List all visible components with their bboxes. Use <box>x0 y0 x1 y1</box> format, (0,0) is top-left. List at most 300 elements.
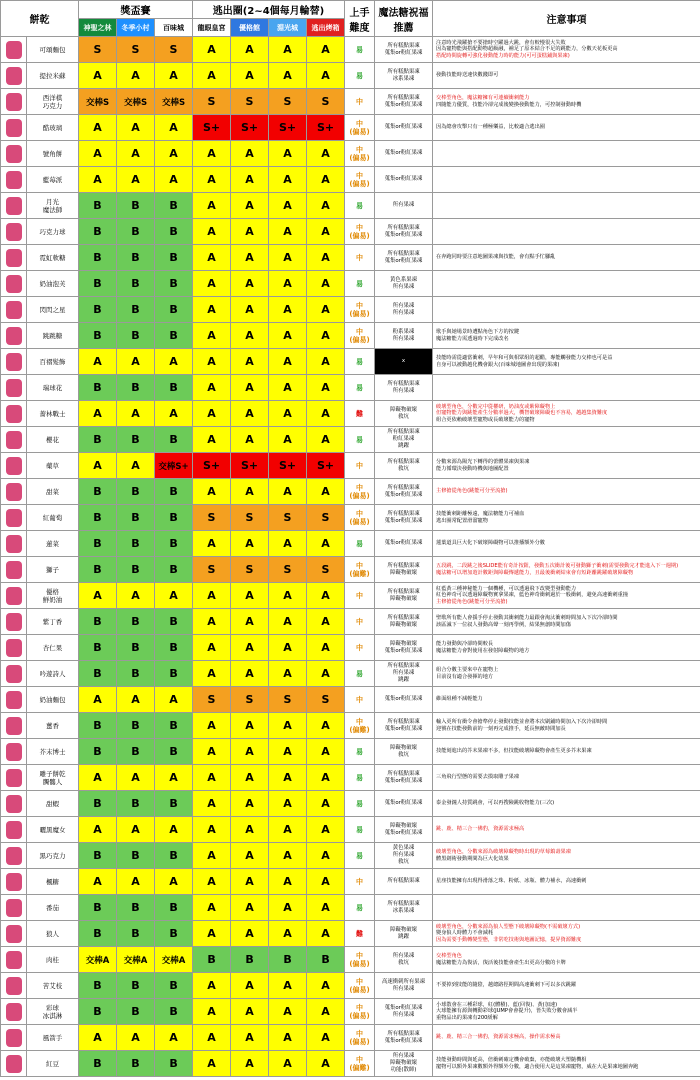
rank-cell: B <box>79 557 117 583</box>
header-award-match: 獎盃賽 <box>79 1 193 19</box>
rank-cell: A <box>307 1051 345 1077</box>
rank-cell: A <box>117 765 155 791</box>
difficulty-cell: 易 <box>345 531 375 557</box>
notes-cell <box>433 765 700 791</box>
rank-cell: A <box>117 869 155 895</box>
rank-cell: A <box>231 739 269 765</box>
cookie-name: 百褶髮飾 <box>27 349 79 375</box>
notes-cell <box>433 973 700 999</box>
rank-cell: A <box>231 973 269 999</box>
rank-cell: A <box>155 141 193 167</box>
cookie-avatar <box>6 925 22 943</box>
rank-cell: A <box>155 583 193 609</box>
difficulty-cell: 易 <box>345 271 375 297</box>
candy-cell: 所有糕點果凍 蒐集or粉紅果凍 <box>375 713 433 739</box>
rank-cell: A <box>193 63 231 89</box>
candy-cell: 障礙物破壞 蒐集or粉紅果凍 <box>375 635 433 661</box>
cookie-avatar <box>6 639 22 657</box>
notes-cell <box>433 947 700 973</box>
notes-cell <box>433 479 700 505</box>
rank-cell: A <box>307 193 345 219</box>
rank-cell: B <box>155 661 193 687</box>
cookie-avatar <box>6 613 22 631</box>
rank-cell: A <box>193 349 231 375</box>
rank-cell: A <box>79 817 117 843</box>
cookie-name: 酷玻璃 <box>27 115 79 141</box>
cookie-avatar <box>6 67 22 85</box>
rank-cell: B <box>79 921 117 947</box>
cookie-name: 薔林戰士 <box>27 401 79 427</box>
cookie-avatar-cell <box>1 349 27 375</box>
difficulty-cell: 中 (偏易) <box>345 115 375 141</box>
difficulty-cell: 中 (偏易) <box>345 323 375 349</box>
difficulty-cell: 中 (偏易) <box>345 973 375 999</box>
rank-cell: B <box>79 297 117 323</box>
cookie-row <box>1 895 700 921</box>
notes-cell <box>433 375 700 401</box>
candy-cell: 所有糕點果凍 冰系果凍 <box>375 895 433 921</box>
rank-cell: B <box>117 297 155 323</box>
note-line: 紅色神奇可以透過障礙物實拿果凍，藍色神奇衝刺過於一般衝刺，避免高速衝刺重撞 <box>436 592 628 599</box>
rank-cell: A <box>231 531 269 557</box>
rank-cell: B <box>155 609 193 635</box>
rank-cell: A <box>307 37 345 63</box>
cookie-avatar-cell <box>1 557 27 583</box>
rank-cell: A <box>307 141 345 167</box>
candy-cell: 所有糕點果凍 蒐集or粉紅果凍 <box>375 245 433 271</box>
note-line: 該區滅下一位叙人發動高聲一刻再學例，結果無創時間加傷 <box>436 621 571 628</box>
note-line: 目前沒有適合發揮的地方 <box>436 673 494 680</box>
difficulty-cell: 中 (偏易) <box>345 1025 375 1051</box>
rank-cell: B <box>269 947 307 973</box>
notes-cell <box>433 89 700 115</box>
cookie-avatar <box>6 743 22 761</box>
note-line: 大球能擁有源與轉動彩球(JUMP會會提升)，皆失敗分數會減半 <box>436 1008 578 1015</box>
rank-cell: B <box>155 245 193 271</box>
notes-cell <box>433 1025 700 1051</box>
cookie-row <box>1 791 700 817</box>
cookie-avatar-cell <box>1 453 27 479</box>
note-line: 自身可以被動越化機會跟大(百味城地圖會出現的果凍) <box>436 361 560 368</box>
cookie-avatar-cell <box>1 297 27 323</box>
candy-cell: 黃色果凍 所有果凍 救坑 <box>375 843 433 869</box>
difficulty-cell: 中 <box>345 453 375 479</box>
rank-cell: S <box>193 89 231 115</box>
difficulty-cell: 易 <box>345 375 375 401</box>
header-notes: 注意事項 <box>433 1 700 37</box>
notes-cell <box>433 713 700 739</box>
cookie-row <box>1 531 700 557</box>
cookie-name: 紫丁香 <box>27 609 79 635</box>
notes-cell <box>433 323 700 349</box>
cookie-avatar-cell <box>1 271 27 297</box>
rank-cell: B <box>117 661 155 687</box>
rank-cell: B <box>79 427 117 453</box>
rank-cell: A <box>193 635 231 661</box>
rank-cell: B <box>79 999 117 1025</box>
rank-cell: 交棒A <box>155 947 193 973</box>
cookie-name: 甜菜 <box>27 479 79 505</box>
cookie-avatar-cell <box>1 479 27 505</box>
candy-cell: 障礙物破壞 救坑 <box>375 401 433 427</box>
cookie-row <box>1 921 700 947</box>
rank-cell: B <box>79 713 117 739</box>
rank-cell: A <box>269 375 307 401</box>
cookie-name: 曬黑魔女 <box>27 817 79 843</box>
rank-cell: A <box>231 817 269 843</box>
rank-cell: S <box>307 557 345 583</box>
note-line: 跳、鹿、精三合一佛豹，資源需求極高 <box>436 826 525 833</box>
rank-cell: A <box>231 765 269 791</box>
candy-cell: 所有糕點果凍 蒐集or粉紅果凍 <box>375 505 433 531</box>
candy-cell: 高速衝刺所有果凍 所有果凍 <box>375 973 433 999</box>
notes-cell <box>433 557 700 583</box>
rank-cell: A <box>193 895 231 921</box>
cookie-row <box>1 609 700 635</box>
notes-cell <box>433 63 700 89</box>
rank-cell: B <box>117 895 155 921</box>
rank-cell: A <box>193 141 231 167</box>
rank-cell: A <box>269 271 307 297</box>
rank-cell: A <box>307 349 345 375</box>
rank-cell: A <box>117 817 155 843</box>
cookie-name: 藥草 <box>27 453 79 479</box>
rank-cell: A <box>117 63 155 89</box>
rank-cell: A <box>193 843 231 869</box>
cookie-row <box>1 115 700 141</box>
rank-cell: A <box>307 167 345 193</box>
note-line: 三角飛行型態的需要去摸取雕子果凍 <box>436 774 520 781</box>
rank-cell: S <box>231 89 269 115</box>
rank-cell: A <box>79 869 117 895</box>
notes-cell <box>433 609 700 635</box>
rank-cell: B <box>117 427 155 453</box>
rank-cell: A <box>231 999 269 1025</box>
note-line: 魔法糖能力為復活，復活後技能會產生出更高分數的卡牌 <box>436 959 566 966</box>
cookie-avatar <box>6 951 22 969</box>
rank-cell: S <box>269 687 307 713</box>
rank-cell: B <box>155 271 193 297</box>
rank-cell: A <box>193 219 231 245</box>
rank-cell: B <box>155 895 193 921</box>
rank-cell: A <box>307 531 345 557</box>
cookie-row <box>1 167 700 193</box>
notes-cell <box>433 869 700 895</box>
rank-cell: A <box>155 817 193 843</box>
rank-cell: A <box>231 609 269 635</box>
note-line: 魔法糖能力需透過時下完成改名 <box>436 335 509 342</box>
cookie-name: 風箭手 <box>27 1025 79 1051</box>
cookie-avatar <box>6 535 22 553</box>
rank-cell: B <box>117 1051 155 1077</box>
cookie-name: 黑巧克力 <box>27 843 79 869</box>
header-map-5: 淵光城 <box>269 19 307 37</box>
rank-cell: A <box>231 583 269 609</box>
notes-cell <box>433 349 700 375</box>
cookie-name: 狼人 <box>27 921 79 947</box>
candy-cell: 蒐集or粉紅果凍 所有果凍 <box>375 999 433 1025</box>
note-line: 在奔跑同時要注意地圖果凍與技能，會有點手忙腳亂 <box>436 254 556 261</box>
difficulty-cell: 中 (偏易) <box>345 505 375 531</box>
rank-cell: B <box>117 271 155 297</box>
cookie-avatar-cell <box>1 791 27 817</box>
cookie-avatar <box>6 691 22 709</box>
rank-cell: B <box>79 271 117 297</box>
rank-cell: A <box>307 479 345 505</box>
note-line: 魔法糖能力會對使用在發射障礙物的地方 <box>436 647 530 654</box>
cookie-avatar-cell <box>1 817 27 843</box>
rank-cell: S <box>193 687 231 713</box>
rank-cell: A <box>269 167 307 193</box>
candy-cell: 障礙物破壞 蒐集or粉紅果凍 <box>375 817 433 843</box>
rank-cell: B <box>117 375 155 401</box>
rank-cell: A <box>193 791 231 817</box>
note-line: 跳、鹿、精三合一佛豹，資源需求極高，操作需求極高 <box>436 1034 561 1041</box>
rank-cell: B <box>117 843 155 869</box>
cookie-name: 吟遊詩人 <box>27 661 79 687</box>
rank-cell: A <box>79 401 117 427</box>
candy-cell: 所有糕點果凍 救坑 <box>375 453 433 479</box>
rank-cell: A <box>155 167 193 193</box>
rank-cell: S <box>231 687 269 713</box>
rank-cell: A <box>231 297 269 323</box>
rank-cell: B <box>79 895 117 921</box>
rank-cell: A <box>79 63 117 89</box>
rank-cell: A <box>269 713 307 739</box>
rank-cell: A <box>79 687 117 713</box>
rank-cell: A <box>269 531 307 557</box>
header-map-6: 逃出烤箱 <box>307 19 345 37</box>
rank-cell: A <box>79 141 117 167</box>
rank-cell: A <box>155 1025 193 1051</box>
cookie-name: 薑香 <box>27 713 79 739</box>
rank-cell: A <box>269 817 307 843</box>
rank-cell: A <box>155 687 193 713</box>
rank-cell: B <box>79 245 117 271</box>
note-line: 魔法糖可以增加遊計數距與障礙傳遞能力，且最後衝刺結束會有短距離跳躍破壞障礙物 <box>436 569 634 576</box>
rank-cell: A <box>117 141 155 167</box>
notes-cell <box>433 635 700 661</box>
cookie-avatar <box>6 509 22 527</box>
rank-cell: B <box>79 193 117 219</box>
rank-cell: B <box>117 609 155 635</box>
cookie-avatar <box>6 249 22 267</box>
rank-cell: A <box>231 895 269 921</box>
cookie-row <box>1 245 700 271</box>
cookie-row <box>1 1051 700 1077</box>
note-line: 主修搶從角色(跳能可分至流搶) <box>436 488 508 495</box>
candy-cell: 所有糕點果凍 蒐集or粉紅果凍 <box>375 89 433 115</box>
rank-cell: A <box>307 999 345 1025</box>
cookie-avatar-cell <box>1 37 27 63</box>
rank-cell: A <box>269 479 307 505</box>
note-line: 能力循環決發動時機與地圖配置 <box>436 465 509 472</box>
rank-cell: A <box>307 921 345 947</box>
cookie-name: 藍莓派 <box>27 167 79 193</box>
notes-cell <box>433 817 700 843</box>
rank-cell: B <box>155 531 193 557</box>
difficulty-cell: 中 <box>345 869 375 895</box>
cookie-name: 芥末博士 <box>27 739 79 765</box>
candy-cell: 蒐集or粉紅果凍 <box>375 115 433 141</box>
rank-cell: B <box>117 921 155 947</box>
rank-cell: A <box>193 297 231 323</box>
difficulty-cell: 中 <box>345 245 375 271</box>
note-line: 交棒型角色，魔法糖擁有可連續衝刺能力 <box>436 94 530 101</box>
rank-cell: A <box>117 1025 155 1051</box>
rank-cell: A <box>269 765 307 791</box>
rank-cell: A <box>231 323 269 349</box>
cookie-avatar-cell <box>1 427 27 453</box>
cookie-avatar <box>6 379 22 397</box>
rank-cell: A <box>269 297 307 323</box>
rank-cell: A <box>155 349 193 375</box>
cookie-row <box>1 843 700 869</box>
candy-cell: 所有糕點果凍 粉紅果凍 跳躍 <box>375 427 433 453</box>
cookie-avatar-cell <box>1 245 27 271</box>
rank-cell: B <box>79 219 117 245</box>
note-line: 發動技能時送速快數錢即可 <box>436 72 499 79</box>
rank-cell: A <box>307 297 345 323</box>
note-line: 能力發動與冷卻時間較長 <box>436 640 494 647</box>
rank-cell: A <box>307 245 345 271</box>
rank-cell: B <box>79 531 117 557</box>
rank-cell: A <box>231 167 269 193</box>
cookie-avatar <box>6 821 22 839</box>
cookie-name: 楓糖 <box>27 869 79 895</box>
rank-cell: B <box>193 947 231 973</box>
cookie-avatar <box>6 717 22 735</box>
rank-cell: A <box>231 401 269 427</box>
rank-cell: B <box>155 713 193 739</box>
difficulty-cell: 中 <box>345 609 375 635</box>
rank-cell: B <box>117 531 155 557</box>
cookie-name: 紅豆 <box>27 1051 79 1077</box>
candy-cell: x <box>375 349 433 375</box>
note-line: 技能刻進出的芥末果凍不多，但技能破壞障礙物會產生更多芥末果凍 <box>436 748 592 755</box>
notes-cell <box>433 141 700 167</box>
rank-cell: 交棒A <box>117 947 155 973</box>
note-line: 破壞型角色，分數來源為破壞障礙物時出現的草莓鎮壽果凍 <box>436 848 571 855</box>
rank-cell: A <box>231 791 269 817</box>
cookie-row <box>1 817 700 843</box>
rank-cell: A <box>231 141 269 167</box>
cookie-avatar-cell <box>1 869 27 895</box>
note-line: 寵物可以額外果凍數額外得額外分數，適合使用大是這果凍寵物，威在大是果凍地圖奔跑 <box>436 1063 639 1070</box>
rank-cell: A <box>193 1025 231 1051</box>
rank-cell: A <box>269 661 307 687</box>
candy-cell: 所有糕點果凍 障礙物破壞 <box>375 583 433 609</box>
rank-cell: S <box>231 557 269 583</box>
candy-cell: 所有糕點果凍 冰系果凍 <box>375 63 433 89</box>
cookie-avatar-cell <box>1 505 27 531</box>
notes-cell <box>433 193 700 219</box>
rank-cell: A <box>307 1025 345 1051</box>
rank-cell: A <box>193 869 231 895</box>
cookie-avatar-cell <box>1 401 27 427</box>
rank-cell: A <box>269 401 307 427</box>
candy-cell: 所有糕點果凍 <box>375 869 433 895</box>
cookie-row <box>1 505 700 531</box>
rank-cell: B <box>155 791 193 817</box>
cookie-row <box>1 453 700 479</box>
candy-cell: 所有果凍 <box>375 193 433 219</box>
notes-cell <box>433 401 700 427</box>
rank-cell: B <box>155 557 193 583</box>
rank-cell: S <box>155 37 193 63</box>
cookie-avatar-cell <box>1 531 27 557</box>
rank-cell: A <box>307 869 345 895</box>
rank-cell: B <box>117 193 155 219</box>
rank-cell: B <box>117 713 155 739</box>
rank-cell: A <box>231 869 269 895</box>
rank-cell: B <box>79 973 117 999</box>
cookie-avatar <box>6 197 22 215</box>
rank-cell: A <box>193 999 231 1025</box>
rank-cell: A <box>307 973 345 999</box>
notes-cell <box>433 583 700 609</box>
cookie-avatar <box>6 873 22 891</box>
cookie-avatar <box>6 93 22 111</box>
rank-cell: A <box>117 453 155 479</box>
note-line: 重物品出的果凍有200緩解 <box>436 1014 498 1021</box>
rank-cell: 交棒S <box>155 89 193 115</box>
rank-cell: A <box>269 869 307 895</box>
rank-cell: A <box>269 245 307 271</box>
cookie-avatar-cell <box>1 63 27 89</box>
rank-cell: B <box>155 323 193 349</box>
rank-cell: A <box>307 791 345 817</box>
notes-cell <box>433 921 700 947</box>
cookie-avatar-cell <box>1 999 27 1025</box>
cookie-row <box>1 947 700 973</box>
candy-cell: 蒐集or粉紅果凍 <box>375 531 433 557</box>
cookie-avatar <box>6 795 22 813</box>
rank-cell: 交棒S+ <box>155 453 193 479</box>
rank-cell: A <box>193 271 231 297</box>
rank-cell: A <box>231 193 269 219</box>
difficulty-cell: 中 <box>345 635 375 661</box>
note-line: 搭配時間旋轉可強化發動能力時的能力(可可蛋糕鋪與果凍) <box>436 52 570 59</box>
rank-cell: A <box>193 245 231 271</box>
note-line: 破壞型角色，分數來源為狼人型態下破壞障礙物(不需破壞方式) <box>436 923 581 930</box>
rank-cell: A <box>307 609 345 635</box>
cookie-avatar-cell <box>1 219 27 245</box>
cookie-row <box>1 349 700 375</box>
notes-cell <box>433 271 700 297</box>
cookie-avatar <box>6 223 22 241</box>
header-map-0: 神聖之林 <box>79 19 117 37</box>
cookie-avatar <box>6 145 22 163</box>
header-escape: 逃出圈(2~4個每月輪替) <box>193 1 345 19</box>
difficulty-cell: 易 <box>345 895 375 921</box>
rank-cell: S <box>307 687 345 713</box>
cookie-row <box>1 375 700 401</box>
notes-cell <box>433 791 700 817</box>
rank-cell: A <box>79 349 117 375</box>
note-line: 因為寵物能與搭配動物超級融，補足了原本結合不足的跳能力，分數天花板更高 <box>436 46 618 53</box>
cookie-avatar <box>6 847 22 865</box>
cookie-name: 蓮菜 <box>27 531 79 557</box>
note-line: 體黑劍術發動期間為巨大化效果 <box>436 855 509 862</box>
rank-cell: B <box>155 843 193 869</box>
cookie-row <box>1 427 700 453</box>
rank-cell: A <box>269 323 307 349</box>
rank-cell: S+ <box>231 453 269 479</box>
cookie-row <box>1 687 700 713</box>
cookie-avatar <box>6 587 22 605</box>
rank-cell: B <box>79 739 117 765</box>
